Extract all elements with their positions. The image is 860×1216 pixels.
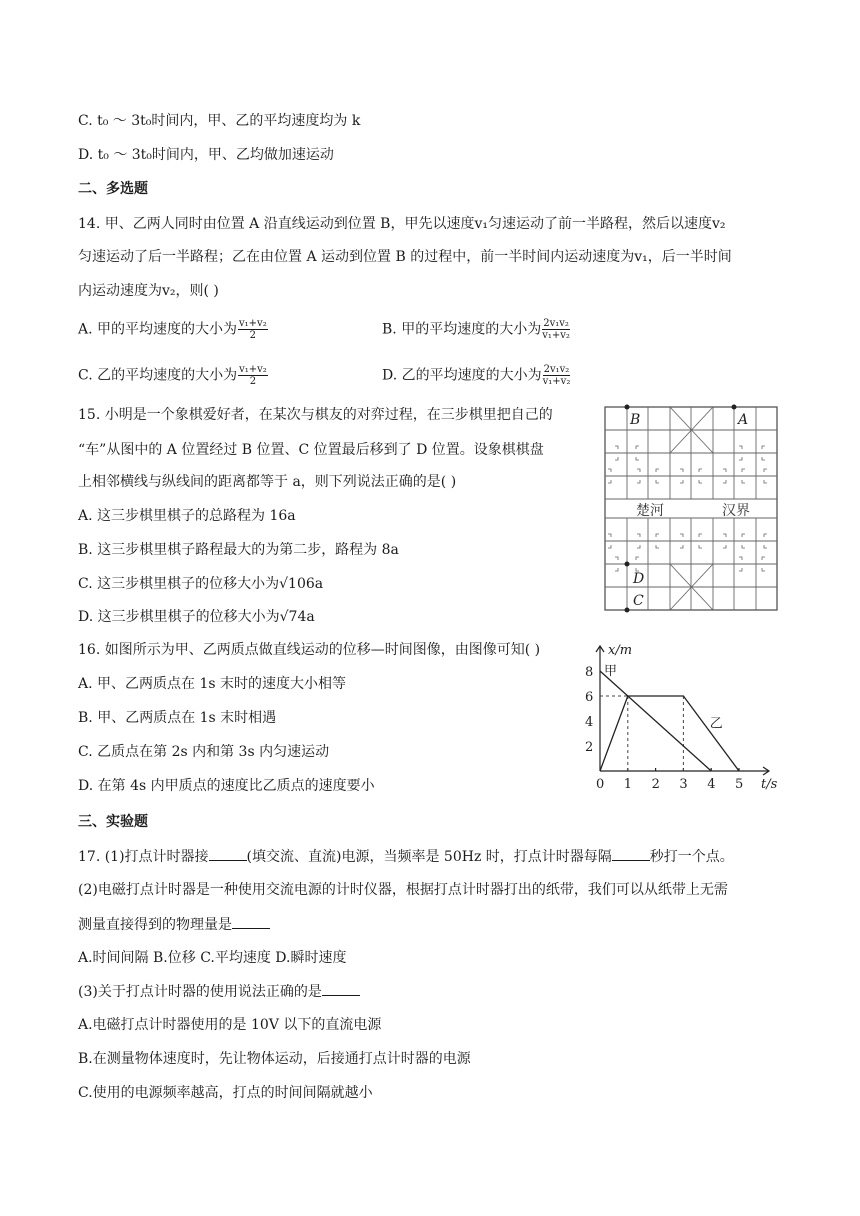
q13-option-c: C. t₀ ～ 3t₀时间内，甲、乙的平均速度均为 k <box>78 113 361 129</box>
y-tick-label: 8 <box>585 665 594 680</box>
q16-stem: 16. 如图所示为甲、乙两质点做直线运动的位移—时间图像，由图像可知( ) <box>78 642 541 658</box>
position-time-graph <box>580 638 790 798</box>
fraction: $\frac{\text{2v₁v₂}}{\text{v₁+v₂}}$ <box>542 364 571 387</box>
series-label-jia: 甲 <box>604 664 618 679</box>
q17-part3-option-c: C.使用的电源频率越高，打点的时间间隔就越小 <box>78 1085 373 1101</box>
position-a-dot <box>732 405 737 410</box>
q15-stem-line2: “车”从图中的 A 位置经过 B 位置、C 位置最后移到了 D 位置。设象棋棋盘 <box>78 442 544 458</box>
q17-part2-line1: (2)电磁打点计时器是一种使用交流电源的计时仪器，根据打点计时器打出的纸带，我们可以从纸带上无需 <box>78 882 728 898</box>
series-label-yi: 乙 <box>709 716 723 732</box>
q14-option-a: A. 甲的平均速度的大小为 $\frac{\text{v₁+v₂}}{2}$ <box>78 318 267 341</box>
x-tick-label: 4 <box>707 777 716 792</box>
river-right-label: 汉界 <box>722 503 750 519</box>
q17-part3-option-b: B.在测量物体速度时，先让物体运动，后接通打点计时器的电源 <box>78 1051 471 1067</box>
x-tick-label: 2 <box>651 777 660 792</box>
x-tick-label: 0 <box>596 777 605 792</box>
position-b-dot <box>625 405 630 410</box>
q14-option-d: D. 乙的平均速度的大小为 $\frac{\text{2v₁v₂}}{\text{v₁+v₂}}$ <box>382 364 571 387</box>
answer-blank[interactable] <box>209 846 247 861</box>
q13-option-d: D. t₀ ～ 3t₀时间内，甲、乙均做加速运动 <box>78 147 334 163</box>
q17-part3-option-a: A.电磁打点计时器使用的是 10V 以下的直流电源 <box>78 1017 382 1033</box>
position-c-dot <box>625 608 630 613</box>
x-axis-label: t/s <box>761 777 778 792</box>
y-tick-label: 6 <box>585 690 594 705</box>
label-b: B <box>630 412 641 428</box>
section-multiple-choice-heading: 二、多选题 <box>78 181 148 197</box>
y-tick-label: 4 <box>585 715 594 730</box>
x-tick-label: 5 <box>735 777 744 792</box>
answer-blank[interactable] <box>612 846 650 861</box>
q14-stem-line1: 14. 甲、乙两人同时由位置 A 沿直线运动到位置 B，甲先以速度v₁匀速运动了前一半路程，然后以速度v₂ <box>78 216 726 232</box>
y-tick-label: 2 <box>585 740 594 755</box>
x-tick-label: 3 <box>679 777 688 792</box>
q17-part1: 17. (1)打点计时器接 (填交流、直流)电源，当频率是 50Hz 时，打点计时器每隔 秒打一个点。 <box>78 846 734 867</box>
q16-option-a: A. 甲、乙两质点在 1s 末时的速度大小相等 <box>78 676 347 692</box>
q17-part2-line2: 测量直接得到的物理量是 <box>78 914 270 935</box>
q15-option-a: A. 这三步棋里棋子的总路程为 16a <box>78 508 296 524</box>
label-a: A <box>738 412 749 428</box>
chart-labels <box>585 643 778 792</box>
series-line-jia <box>600 671 711 771</box>
fraction: $\frac{\text{v₁+v₂}}{2}$ <box>239 364 267 387</box>
q16-option-c: C. 乙质点在第 2s 内和第 3s 内匀速运动 <box>78 744 330 760</box>
answer-blank[interactable] <box>322 981 360 996</box>
section-experiment-heading: 三、实验题 <box>78 814 148 830</box>
q17-part3-stem: (3)关于打点计时器的使用说法正确的是 <box>78 981 360 1002</box>
river-left-label: 楚河 <box>636 503 664 519</box>
q15-option-d: D. 这三步棋里棋子的位移大小为√74a <box>78 609 315 625</box>
q16-option-d: D. 在第 4s 内甲质点的速度比乙质点的速度要小 <box>78 778 375 794</box>
q14-option-c: C. 乙的平均速度的大小为 $\frac{\text{v₁+v₂}}{2}$ <box>78 364 267 387</box>
q15-stem-line1: 15. 小明是一个象棋爱好者，在某次与棋友的对弈过程，在三步棋里把自己的 <box>78 407 553 423</box>
chessboard-figure <box>600 402 786 614</box>
q14-stem-line2: 匀速运动了后一半路程；乙在由位置 A 运动到位置 B 的过程中，前一半时间内运动速度为v₁，后一半时间 <box>78 249 732 265</box>
chart-guides <box>600 696 683 771</box>
x-tick-label: 1 <box>623 777 633 792</box>
q15-option-b: B. 这三步棋里棋子路程最大的为第二步，路程为 8a <box>78 542 399 558</box>
label-d: D <box>633 571 645 587</box>
fraction: $\frac{\text{v₁+v₂}}{2}$ <box>239 318 267 341</box>
q17-part2-options: A.时间间隔 B.位移 C.平均速度 D.瞬时速度 <box>78 950 347 966</box>
answer-blank[interactable] <box>232 914 270 929</box>
q16-option-b: B. 甲、乙两质点在 1s 末时相遇 <box>78 710 277 726</box>
q14-option-b: B. 甲的平均速度的大小为 $\frac{\text{2v₁v₂}}{\text{v₁+v₂}}$ <box>382 318 570 341</box>
q14-stem-line3: 内运动速度为v₂，则( ) <box>78 283 219 299</box>
position-d-dot <box>625 562 630 567</box>
y-axis-label: x/m <box>608 643 633 658</box>
fraction: $\frac{\text{2v₁v₂}}{\text{v₁+v₂}}$ <box>542 318 570 341</box>
label-c: C <box>633 593 644 609</box>
q15-option-c: C. 这三步棋里棋子的位移大小为√106a <box>78 576 324 592</box>
q15-stem-line3: 上相邻横线与纵线间的距离都等于 a，则下列说法正确的是( ) <box>78 474 457 490</box>
